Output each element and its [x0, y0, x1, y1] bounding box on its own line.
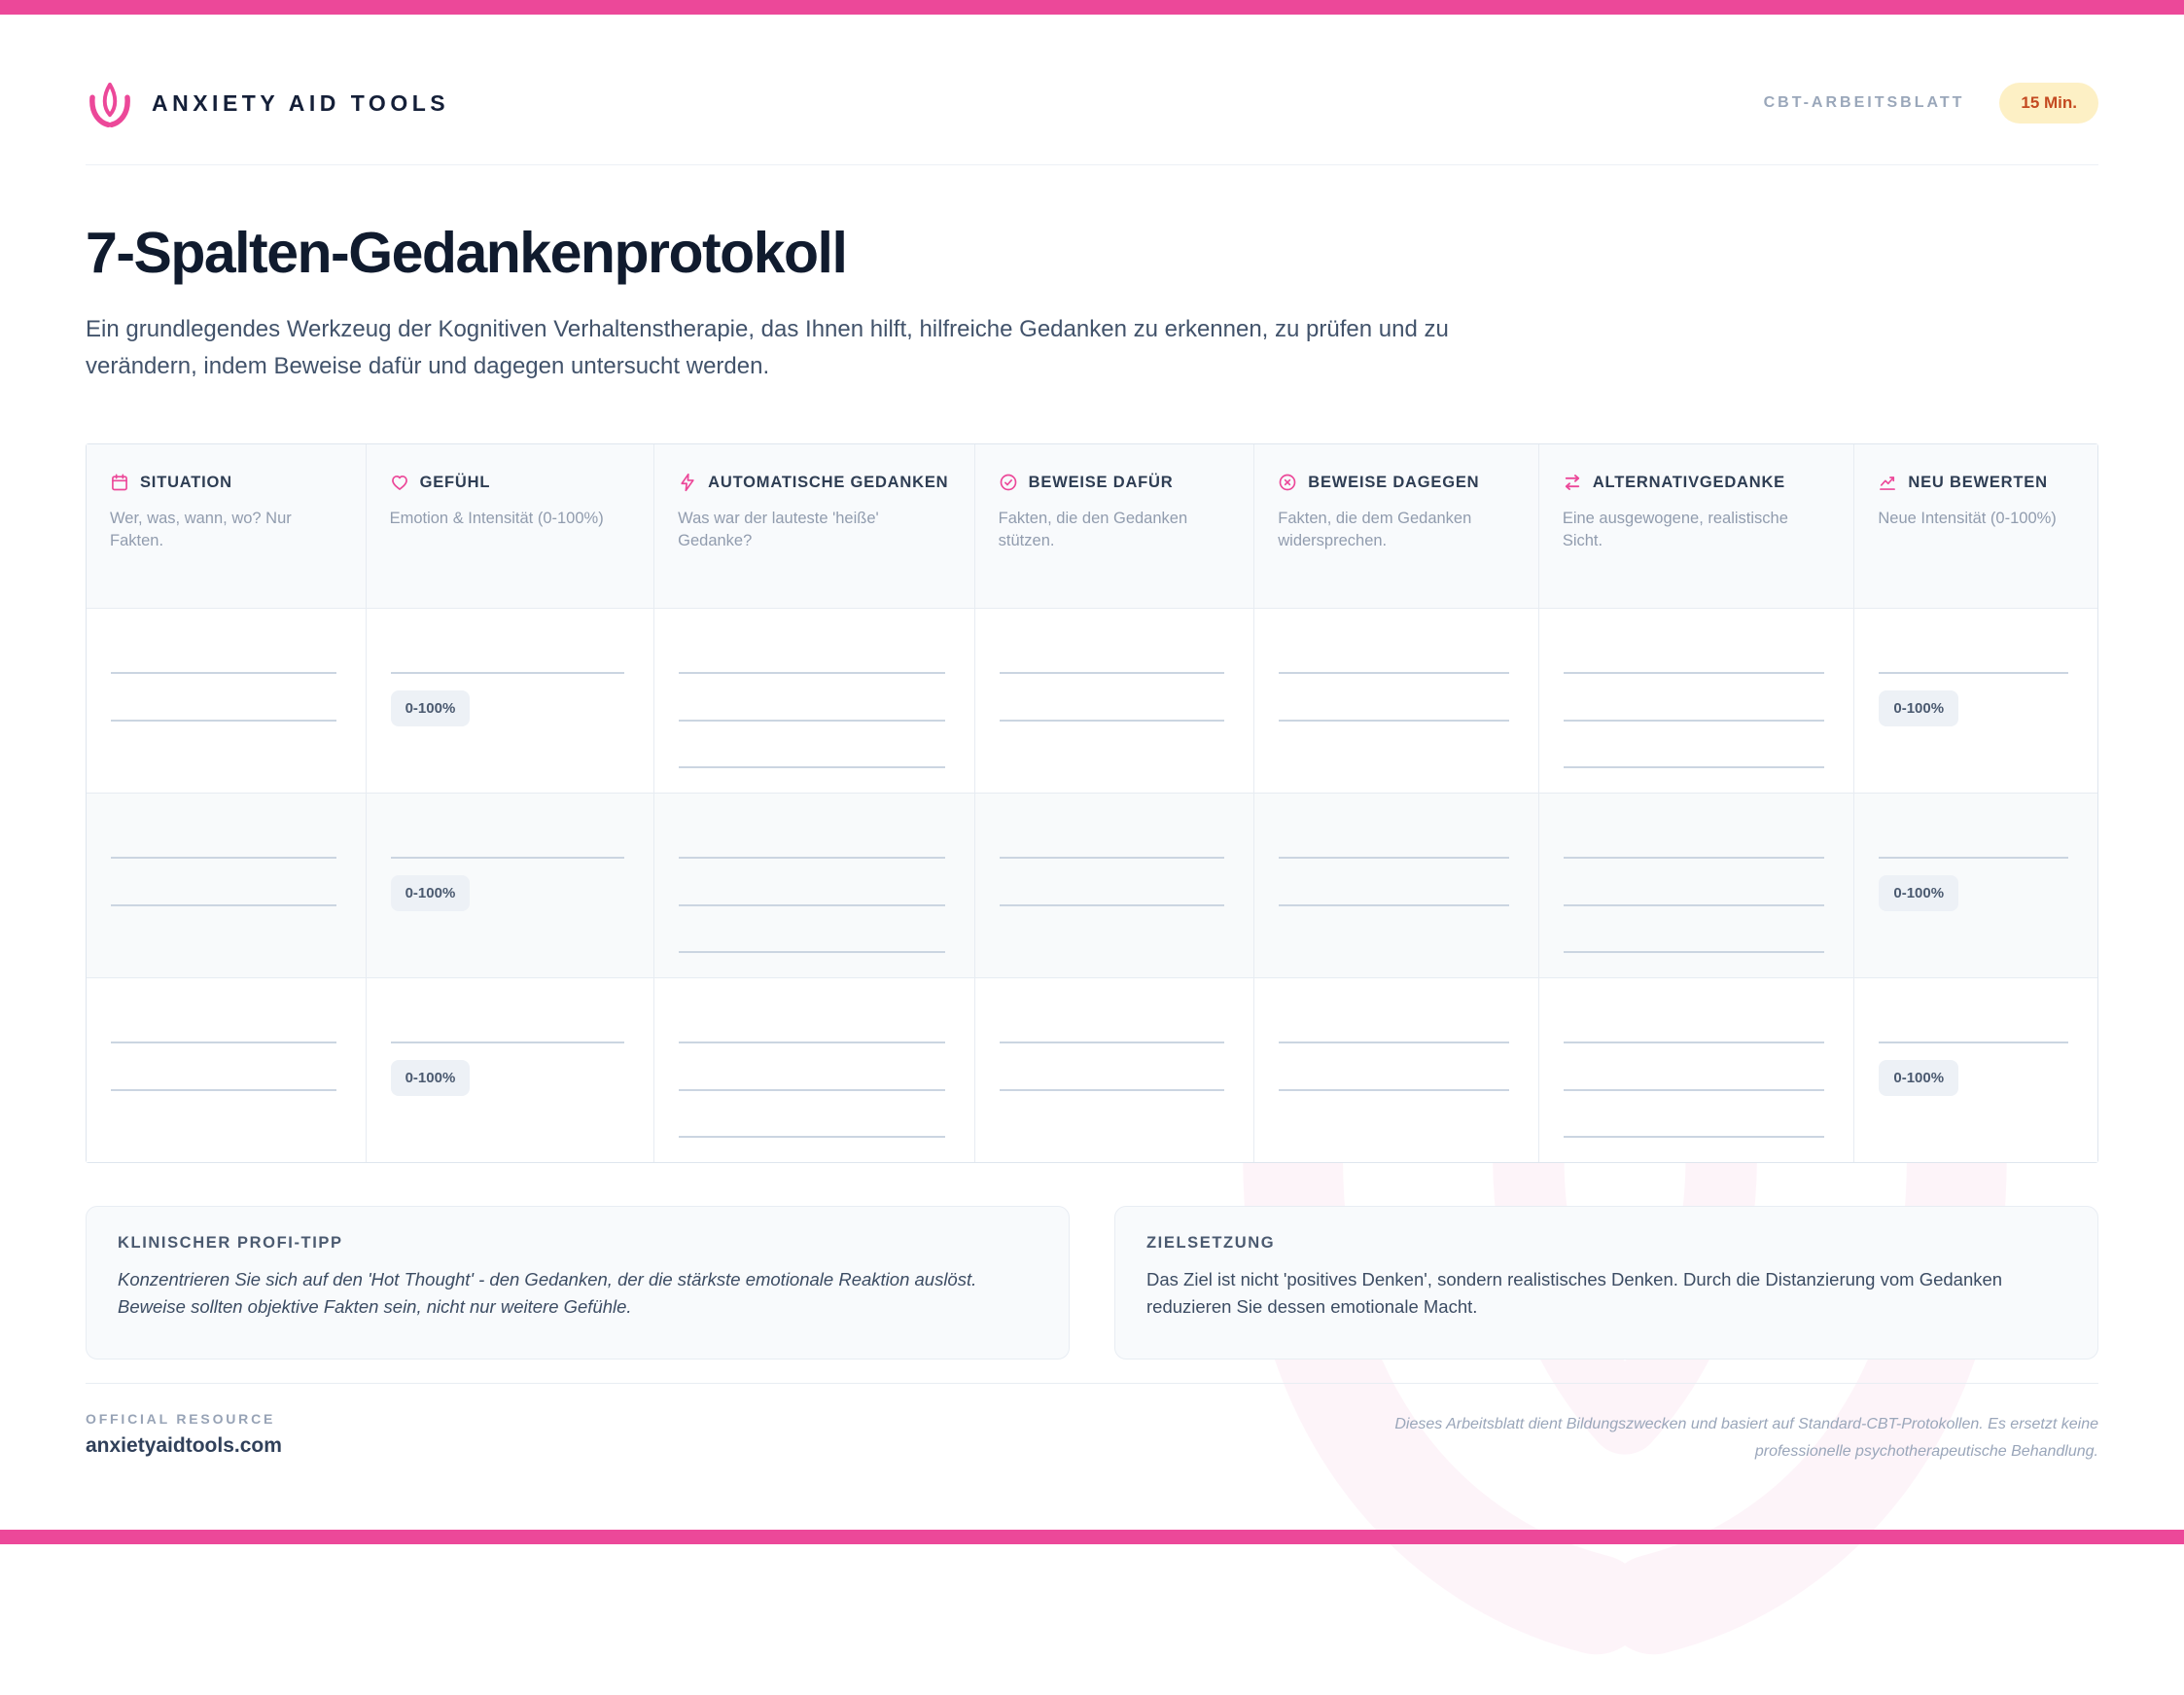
thought-record-table: [86, 443, 2098, 1163]
column-header-gefuehl: [366, 444, 654, 608]
writing-line: [1564, 1089, 1825, 1091]
writing-line: [111, 1042, 336, 1043]
column-header-beweise-dafuer: [974, 444, 1254, 608]
writing-line: [1279, 720, 1509, 722]
masthead: [86, 15, 2098, 165]
cell-beweise-dagegen-row2: [1253, 794, 1538, 977]
writing-line: [111, 857, 336, 859]
writing-line: [111, 672, 336, 674]
writing-line: [679, 904, 945, 906]
writing-line: [679, 672, 945, 674]
x-circle-icon: [1278, 473, 1297, 492]
cell-beweise-dagegen-row3: [1253, 978, 1538, 1162]
column-header-alternativgedanke: [1538, 444, 1854, 608]
column-label: BEWEISE DAFÜR: [1028, 473, 1174, 491]
column-header-beweise-dagegen: [1253, 444, 1538, 608]
check-circle-icon: [999, 473, 1018, 492]
writing-line: [1879, 672, 2068, 674]
cell-gefuehl-row3: [366, 978, 654, 1162]
clinical-tip-box: [86, 1206, 1070, 1360]
column-subtitle: Wer, was, wann, wo? Nur Fakten.: [110, 509, 292, 549]
heart-icon: [390, 473, 409, 492]
writing-line: [1564, 904, 1825, 906]
tip-boxes: [86, 1206, 2098, 1360]
tip-body: Konzentrieren Sie sich auf den 'Hot Thought' - den Gedanken, der die stärkste emotionale Reaktion auslöst. Beweise sollten objektive Fakten sein, nicht nur weitere Gefühle.: [118, 1268, 977, 1317]
column-subtitle: Was war der lauteste 'heiße' Gedanke?: [678, 509, 879, 549]
masthead-right: [1764, 83, 2098, 124]
table-body: [87, 608, 2097, 1162]
intensity-badge: 0-100%: [1879, 875, 1958, 911]
writing-line: [679, 720, 945, 722]
lotus-logo-icon: [86, 81, 134, 125]
writing-line: [1564, 672, 1825, 674]
writing-line: [1564, 857, 1825, 859]
cell-alternativgedanke-row3: [1538, 978, 1854, 1162]
disclaimer-text: Dieses Arbeitsblatt dient Bildungszwecken und basiert auf Standard-CBT-Protokollen. Es ersetzt keine professionelle psychotherapeutische Behandlung.: [1394, 1415, 2098, 1460]
intensity-badge: 0-100%: [391, 875, 471, 911]
intensity-badge: 0-100%: [1879, 690, 1958, 726]
footer-left: [86, 1411, 282, 1458]
trend-chart-icon: [1878, 473, 1897, 492]
goal-box: [1114, 1206, 2098, 1360]
writing-line: [1000, 1089, 1225, 1091]
footer: [86, 1411, 2098, 1465]
writing-line: [679, 1136, 945, 1138]
table-row-1: [87, 608, 2097, 793]
writing-line: [679, 1089, 945, 1091]
cell-neu-bewerten-row2: [1853, 794, 2097, 977]
cell-situation-row2: [87, 794, 366, 977]
writing-line: [391, 1042, 625, 1043]
writing-line: [1564, 951, 1825, 953]
cell-gefuehl-row1: [366, 609, 654, 793]
intensity-badge: 0-100%: [1879, 1060, 1958, 1096]
cell-beweise-dafuer-row3: [974, 978, 1254, 1162]
writing-line: [391, 857, 625, 859]
cell-beweise-dafuer-row2: [974, 794, 1254, 977]
column-subtitle: Emotion & Intensität (0-100%): [389, 509, 604, 527]
column-header-neu-bewerten: [1853, 444, 2097, 608]
writing-line: [1279, 672, 1509, 674]
writing-line: [1564, 766, 1825, 768]
writing-line: [1564, 720, 1825, 722]
column-label: SITUATION: [140, 473, 232, 491]
writing-line: [111, 904, 336, 906]
table-row-3: [87, 977, 2097, 1162]
cell-beweise-dagegen-row1: [1253, 609, 1538, 793]
intensity-badge: 0-100%: [391, 690, 471, 726]
lightning-icon: [678, 473, 697, 492]
brand-name: ANXIETY AID TOOLS: [152, 89, 450, 116]
column-subtitle: Fakten, die den Gedanken stützen.: [998, 509, 1188, 549]
goal-body: Das Ziel ist nicht 'positives Denken', sondern realistisches Denken. Durch die Distanzierung vom Gedanken reduzieren Sie dessen emotionale Macht.: [1146, 1268, 2003, 1317]
intensity-badge: 0-100%: [391, 1060, 471, 1096]
writing-line: [1564, 1136, 1825, 1138]
cell-neu-bewerten-row3: [1853, 978, 2097, 1162]
cell-automatische-gedanken-row1: [653, 609, 974, 793]
writing-line: [1564, 1042, 1825, 1043]
table-header-row: [87, 444, 2097, 608]
cell-automatische-gedanken-row3: [653, 978, 974, 1162]
footer-divider: [86, 1383, 2098, 1384]
bottom-accent-bar: [0, 1530, 2184, 1544]
column-label: ALTERNATIVGEDANKE: [1592, 473, 1785, 491]
cell-gefuehl-row2: [366, 794, 654, 977]
writing-line: [1000, 720, 1225, 722]
table-row-2: [87, 793, 2097, 977]
writing-line: [1279, 857, 1509, 859]
writing-line: [1000, 904, 1225, 906]
writing-line: [1000, 672, 1225, 674]
brand: [86, 81, 449, 125]
official-resource-label: OFFICIAL RESOURCE: [86, 1410, 276, 1427]
writing-line: [1879, 857, 2068, 859]
column-header-automatische-gedanken: [653, 444, 974, 608]
goal-heading: ZIELSETZUNG: [1146, 1233, 1276, 1252]
writing-line: [391, 672, 625, 674]
cell-automatische-gedanken-row2: [653, 794, 974, 977]
site-link[interactable]: anxietyaidtools.com: [86, 1433, 282, 1457]
doc-type-label: CBT-ARBEITSBLATT: [1763, 94, 1965, 111]
column-label: BEWEISE DAGEGEN: [1308, 473, 1480, 491]
page-title: 7-Spalten-Gedankenprotokoll: [86, 221, 847, 285]
column-label: NEU BEWERTEN: [1908, 473, 2048, 491]
writing-line: [679, 857, 945, 859]
cell-alternativgedanke-row1: [1538, 609, 1854, 793]
writing-line: [1000, 857, 1225, 859]
column-header-situation: [87, 444, 366, 608]
cell-situation-row1: [87, 609, 366, 793]
writing-line: [679, 951, 945, 953]
writing-line: [1279, 1089, 1509, 1091]
cell-alternativgedanke-row2: [1538, 794, 1854, 977]
writing-line: [1279, 904, 1509, 906]
top-accent-bar: [0, 0, 2184, 15]
writing-line: [679, 1042, 945, 1043]
page-description: Ein grundlegendes Werkzeug der Kognitiven Verhaltenstherapie, das Ihnen hilft, hilfreiche Gedanken zu erkennen, zu prüfen und zu verändern, indem Beweise dafür und dagegen untersucht werden.: [86, 316, 1449, 379]
column-subtitle: Fakten, die dem Gedanken widersprechen.: [1278, 509, 1472, 549]
cell-neu-bewerten-row1: [1853, 609, 2097, 793]
cell-beweise-dafuer-row1: [974, 609, 1254, 793]
cell-situation-row3: [87, 978, 366, 1162]
calendar-icon: [110, 473, 129, 492]
column-subtitle: Neue Intensität (0-100%): [1878, 509, 2057, 527]
column-label: GEFÜHL: [419, 473, 491, 491]
writing-line: [111, 720, 336, 722]
duration-badge: 15 Min.: [1999, 83, 2098, 124]
tip-heading: KLINISCHER PROFI-TIPP: [118, 1233, 343, 1252]
writing-line: [111, 1089, 336, 1091]
writing-line: [679, 766, 945, 768]
writing-line: [1000, 1042, 1225, 1043]
writing-line: [1279, 1042, 1509, 1043]
column-subtitle: Eine ausgewogene, realistische Sicht.: [1562, 509, 1788, 549]
column-label: AUTOMATISCHE GEDANKEN: [708, 473, 949, 491]
swap-arrows-icon: [1563, 473, 1582, 492]
writing-line: [1879, 1042, 2068, 1043]
